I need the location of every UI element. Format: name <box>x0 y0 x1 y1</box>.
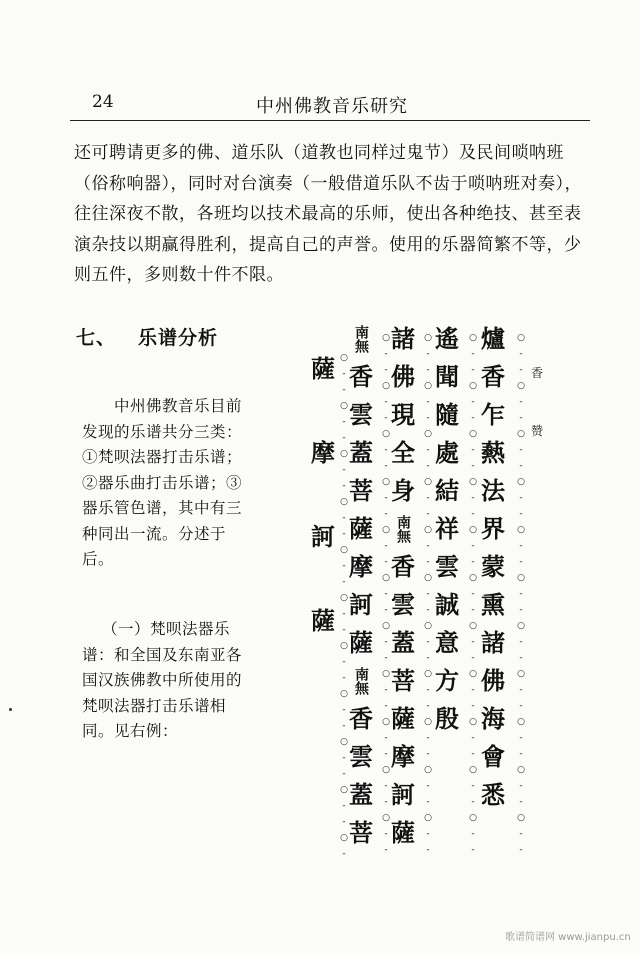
beat-mark: - <box>519 653 523 663</box>
beat-mark: - <box>519 845 523 855</box>
beat-mark: - <box>471 413 475 423</box>
beat-mark: - <box>426 509 430 519</box>
beat-mark: - <box>342 513 346 523</box>
beat-mark: - <box>426 541 430 551</box>
score-char: 會 <box>481 742 505 771</box>
beat-mark: ○ <box>469 525 477 535</box>
score-char: 殷 <box>435 704 459 733</box>
beat-mark: ○ <box>424 669 432 679</box>
beat-mark: - <box>384 781 388 791</box>
beat-mark: - <box>471 349 475 359</box>
side-paragraph-2-text: 和全国及东南亚各国汉族佛教中所使用的梵呗法器打击乐谱相同。见右例： <box>82 645 243 740</box>
score-char: 意 <box>435 628 459 657</box>
score-char: 處 <box>435 438 459 467</box>
beat-mark: - <box>426 557 430 567</box>
score-char: 摩 <box>391 742 415 771</box>
beat-mark: - <box>342 369 346 379</box>
side-paragraph-2-label: （一）梵呗法器乐谱： <box>82 620 231 664</box>
beat-mark: - <box>519 829 523 839</box>
beat-mark: - <box>384 397 388 407</box>
beat-mark: - <box>384 589 388 599</box>
beat-mark: - <box>426 781 430 791</box>
beat-mark: - <box>471 781 475 791</box>
beat-mark: - <box>342 417 346 427</box>
beat-mark: ○ <box>517 621 525 631</box>
beat-mark: - <box>384 749 388 759</box>
beat-mark: - <box>519 397 523 407</box>
score-char: 雲 <box>349 742 373 771</box>
score-char: 香 <box>349 362 373 391</box>
beat-mark: - <box>426 637 430 647</box>
beat-mark: - <box>471 509 475 519</box>
beat-mark: - <box>384 637 388 647</box>
beat-mark: - <box>384 701 388 711</box>
beat-mark: ○ <box>469 333 477 343</box>
beat-mark: - <box>384 797 388 807</box>
beat-mark: - <box>342 577 346 587</box>
beat-mark: - <box>342 801 346 811</box>
beat-mark: - <box>384 845 388 855</box>
score-char: 雲 <box>391 590 415 619</box>
score-char: 香 <box>481 362 505 391</box>
beat-mark: - <box>519 461 523 471</box>
beat-mark: - <box>519 781 523 791</box>
beat-mark: ○ <box>382 813 390 823</box>
beat-mark: ○ <box>340 545 348 555</box>
beat-mark: - <box>384 829 388 839</box>
beat-mark: ○ <box>382 669 390 679</box>
beat-column <box>381 330 391 858</box>
scan-speck <box>9 708 12 711</box>
score-char: 法 <box>481 476 505 505</box>
beat-mark: ○ <box>340 593 348 603</box>
beat-mark: - <box>426 413 430 423</box>
beat-mark: - <box>519 541 523 551</box>
score-char: 雲 <box>435 552 459 581</box>
score-char: 南無 <box>353 667 369 695</box>
beat-mark: - <box>471 749 475 759</box>
beat-mark: - <box>426 845 430 855</box>
beat-mark: ○ <box>382 477 390 487</box>
beat-mark: ○ <box>424 813 432 823</box>
beat-mark: ○ <box>340 833 348 843</box>
beat-mark: - <box>342 529 346 539</box>
beat-mark: - <box>384 605 388 615</box>
score-char: 蒙 <box>481 552 505 581</box>
beat-mark: ○ <box>382 717 390 727</box>
beat-mark: - <box>426 365 430 375</box>
beat-mark: - <box>426 749 430 759</box>
side-paragraph-2 <box>82 617 250 745</box>
beat-mark: - <box>342 657 346 667</box>
score-char: 身 <box>391 476 415 505</box>
score-char: 誠 <box>435 590 459 619</box>
beat-mark: - <box>426 829 430 839</box>
score-char: 薩 <box>391 818 415 847</box>
score-char: 海 <box>481 704 505 733</box>
beat-mark: - <box>384 685 388 695</box>
side-paragraph-1 <box>82 394 250 573</box>
header-rule <box>70 120 590 121</box>
score-char: 蓋 <box>391 628 415 657</box>
score-char: 訶 <box>349 590 373 619</box>
beat-mark: - <box>471 701 475 711</box>
beat-mark: - <box>384 445 388 455</box>
score-char: 香 <box>349 704 373 733</box>
beat-mark: - <box>384 733 388 743</box>
score-char: 隨 <box>435 400 459 429</box>
beat-mark: - <box>426 461 430 471</box>
score-char: 乍 <box>481 400 505 429</box>
beat-mark: ○ <box>424 381 432 391</box>
beat-mark: - <box>471 653 475 663</box>
score-char: 佛 <box>391 362 415 391</box>
beat-mark: - <box>519 349 523 359</box>
beat-mark: - <box>342 817 346 827</box>
beat-mark: - <box>471 589 475 599</box>
score-char: 祥 <box>435 514 459 543</box>
beat-mark: ○ <box>469 717 477 727</box>
beat-mark: - <box>471 637 475 647</box>
beat-mark: - <box>426 445 430 455</box>
score-char: 菩 <box>391 666 415 695</box>
beat-mark: - <box>426 493 430 503</box>
beat-mark: ○ <box>517 477 525 487</box>
beat-mark: ○ <box>469 381 477 391</box>
beat-column <box>423 330 433 858</box>
beat-mark: - <box>519 413 523 423</box>
beat-mark: ○ <box>517 381 525 391</box>
beat-mark: - <box>342 705 346 715</box>
beat-mark: ○ <box>382 429 390 439</box>
beat-mark: ○ <box>382 525 390 535</box>
beat-mark: ○ <box>469 669 477 679</box>
beat-mark: - <box>342 561 346 571</box>
beat-mark: - <box>519 445 523 455</box>
beat-mark: - <box>342 769 346 779</box>
beat-mark: - <box>471 365 475 375</box>
beat-mark: ○ <box>340 641 348 651</box>
beat-mark: - <box>426 605 430 615</box>
section-number: 七、 <box>76 327 117 349</box>
beat-mark: ○ <box>382 765 390 775</box>
running-title: 中州佛教音乐研究 <box>256 96 408 117</box>
beat-mark: ○ <box>424 717 432 727</box>
beat-mark: - <box>342 625 346 635</box>
score-char: 蓋 <box>349 438 373 467</box>
beat-mark: - <box>471 605 475 615</box>
score-column-5 <box>306 350 340 686</box>
score-char: 薩 <box>391 704 415 733</box>
score-char: 菩 <box>349 818 373 847</box>
beat-column <box>339 350 349 862</box>
beat-mark: - <box>471 445 475 455</box>
score-char: 薩 <box>311 606 335 635</box>
beat-mark: - <box>342 753 346 763</box>
beat-mark: - <box>426 397 430 407</box>
beat-mark: ○ <box>340 737 348 747</box>
score-char: 摩 <box>349 552 373 581</box>
score-char: 界 <box>481 514 505 543</box>
beat-mark: - <box>426 797 430 807</box>
beat-mark: - <box>384 349 388 359</box>
beat-mark: - <box>342 673 346 683</box>
beat-mark: - <box>342 609 346 619</box>
score-column-3 <box>386 320 420 852</box>
beat-mark: - <box>519 733 523 743</box>
beat-mark: - <box>471 685 475 695</box>
beat-mark: - <box>384 509 388 519</box>
beat-mark: - <box>519 557 523 567</box>
score-char: 摩 <box>311 438 335 467</box>
beat-mark: ○ <box>469 621 477 631</box>
beat-mark: ○ <box>469 813 477 823</box>
beat-mark: ○ <box>517 717 525 727</box>
beat-mark: - <box>342 465 346 475</box>
beat-mark: - <box>471 541 475 551</box>
score-char: 菩 <box>349 476 373 505</box>
score-title <box>526 344 548 460</box>
beat-mark: - <box>519 797 523 807</box>
beat-mark: ○ <box>382 573 390 583</box>
beat-mark: - <box>519 685 523 695</box>
score-char: 訶 <box>391 780 415 809</box>
beat-mark: ○ <box>469 429 477 439</box>
score-char: 爐 <box>481 324 505 353</box>
score-char: 方 <box>435 666 459 695</box>
score-char: 雲 <box>349 400 373 429</box>
score-char: 香 <box>391 552 415 581</box>
beat-mark: ○ <box>517 573 525 583</box>
beat-mark: ○ <box>424 429 432 439</box>
beat-mark: - <box>519 637 523 647</box>
score-char: 聞 <box>435 362 459 391</box>
beat-mark: ○ <box>382 333 390 343</box>
beat-mark: - <box>519 509 523 519</box>
score-char: 現 <box>391 400 415 429</box>
beat-mark: ○ <box>340 449 348 459</box>
beat-mark: - <box>471 829 475 839</box>
beat-mark: - <box>471 557 475 567</box>
score-column-4 <box>344 320 378 852</box>
section-title: 乐谱分析 <box>138 327 219 349</box>
beat-mark: ○ <box>424 621 432 631</box>
beat-mark: - <box>471 397 475 407</box>
beat-column <box>468 330 478 858</box>
score-column-2 <box>430 320 464 738</box>
score-char: 爇 <box>481 438 505 467</box>
beat-mark: - <box>471 493 475 503</box>
score-char: 熏 <box>481 590 505 619</box>
score-char: 薩 <box>349 514 373 543</box>
score-char: 訶 <box>311 522 335 551</box>
beat-mark: - <box>384 541 388 551</box>
beat-mark: ○ <box>340 353 348 363</box>
beat-mark: - <box>426 733 430 743</box>
intro-paragraph: 还可聘请更多的佛、道乐队（道教也同样过鬼节）及民间唢呐班（俗称响器），同时对台演奏（一般借道乐队不齿于唢呐班对奏），往往深夜不散，各班均以技术最高的乐师，使出各种绝技、甚至表演杂技以期赢得胜利，提高自己的声誉。使用的乐器简繁不等，少则五件，多则数十件不限。 <box>74 143 582 285</box>
beat-mark: - <box>426 701 430 711</box>
beat-mark: - <box>384 493 388 503</box>
beat-mark: ○ <box>340 497 348 507</box>
score-char: 全 <box>391 438 415 467</box>
score-char: 悉 <box>481 780 505 809</box>
score-char: 南無 <box>395 515 411 543</box>
beat-mark: - <box>519 365 523 375</box>
section-heading <box>76 323 218 350</box>
score-char: 薩 <box>349 628 373 657</box>
watermark: 歌谱简谱网 www.jianpu.cn <box>505 932 631 943</box>
beat-mark: - <box>384 365 388 375</box>
beat-mark: - <box>519 749 523 759</box>
beat-mark: ○ <box>424 333 432 343</box>
score-char: 蓋 <box>349 780 373 809</box>
beat-mark: - <box>342 433 346 443</box>
beat-mark: - <box>384 557 388 567</box>
beat-mark: - <box>519 701 523 711</box>
side-paragraph-1-text: 中州佛教音乐目前发现的乐谱共分三类：①梵呗法器打击乐谱；②器乐曲打击乐谱；③器乐管色谱，其中有三种同出一流。分述于后。 <box>82 397 243 568</box>
beat-mark: - <box>342 385 346 395</box>
beat-mark: ○ <box>517 429 525 439</box>
beat-mark: - <box>426 685 430 695</box>
score-char: 南無 <box>353 325 369 353</box>
beat-mark: ○ <box>517 669 525 679</box>
beat-mark: - <box>342 849 346 859</box>
beat-mark: ○ <box>382 621 390 631</box>
score-char: 佛 <box>481 666 505 695</box>
beat-mark: - <box>471 845 475 855</box>
beat-mark: - <box>426 653 430 663</box>
beat-mark: - <box>519 605 523 615</box>
beat-mark: - <box>426 349 430 359</box>
beat-mark: ○ <box>469 765 477 775</box>
beat-mark: ○ <box>517 333 525 343</box>
beat-mark: ○ <box>424 573 432 583</box>
beat-mark: ○ <box>517 525 525 535</box>
score-char: 遙 <box>435 324 459 353</box>
beat-mark: - <box>519 493 523 503</box>
beat-mark: - <box>471 733 475 743</box>
score-char: 諸 <box>481 628 505 657</box>
page-number: 24 <box>92 92 114 112</box>
beat-mark: ○ <box>517 813 525 823</box>
beat-mark: - <box>426 589 430 599</box>
beat-mark: ○ <box>469 477 477 487</box>
beat-mark: - <box>519 589 523 599</box>
beat-mark: - <box>342 481 346 491</box>
beat-mark: - <box>471 797 475 807</box>
beat-mark: ○ <box>382 381 390 391</box>
beat-mark: - <box>384 413 388 423</box>
beat-mark: ○ <box>340 689 348 699</box>
beat-column <box>516 330 526 858</box>
beat-mark: ○ <box>424 765 432 775</box>
score-char: 諸 <box>391 324 415 353</box>
score-title-char: 香 <box>530 366 543 380</box>
beat-mark: ○ <box>424 477 432 487</box>
score-char: 結 <box>435 476 459 505</box>
beat-mark: - <box>384 461 388 471</box>
beat-mark: - <box>342 721 346 731</box>
beat-mark: - <box>384 653 388 663</box>
score-column-1 <box>476 320 510 814</box>
beat-mark: ○ <box>424 525 432 535</box>
score-char: 薩 <box>311 354 335 383</box>
beat-mark: - <box>471 461 475 471</box>
beat-mark: ○ <box>469 573 477 583</box>
score-title-char: 赞 <box>530 424 543 438</box>
beat-mark: ○ <box>517 765 525 775</box>
beat-mark: ○ <box>340 785 348 795</box>
beat-mark: ○ <box>340 401 348 411</box>
